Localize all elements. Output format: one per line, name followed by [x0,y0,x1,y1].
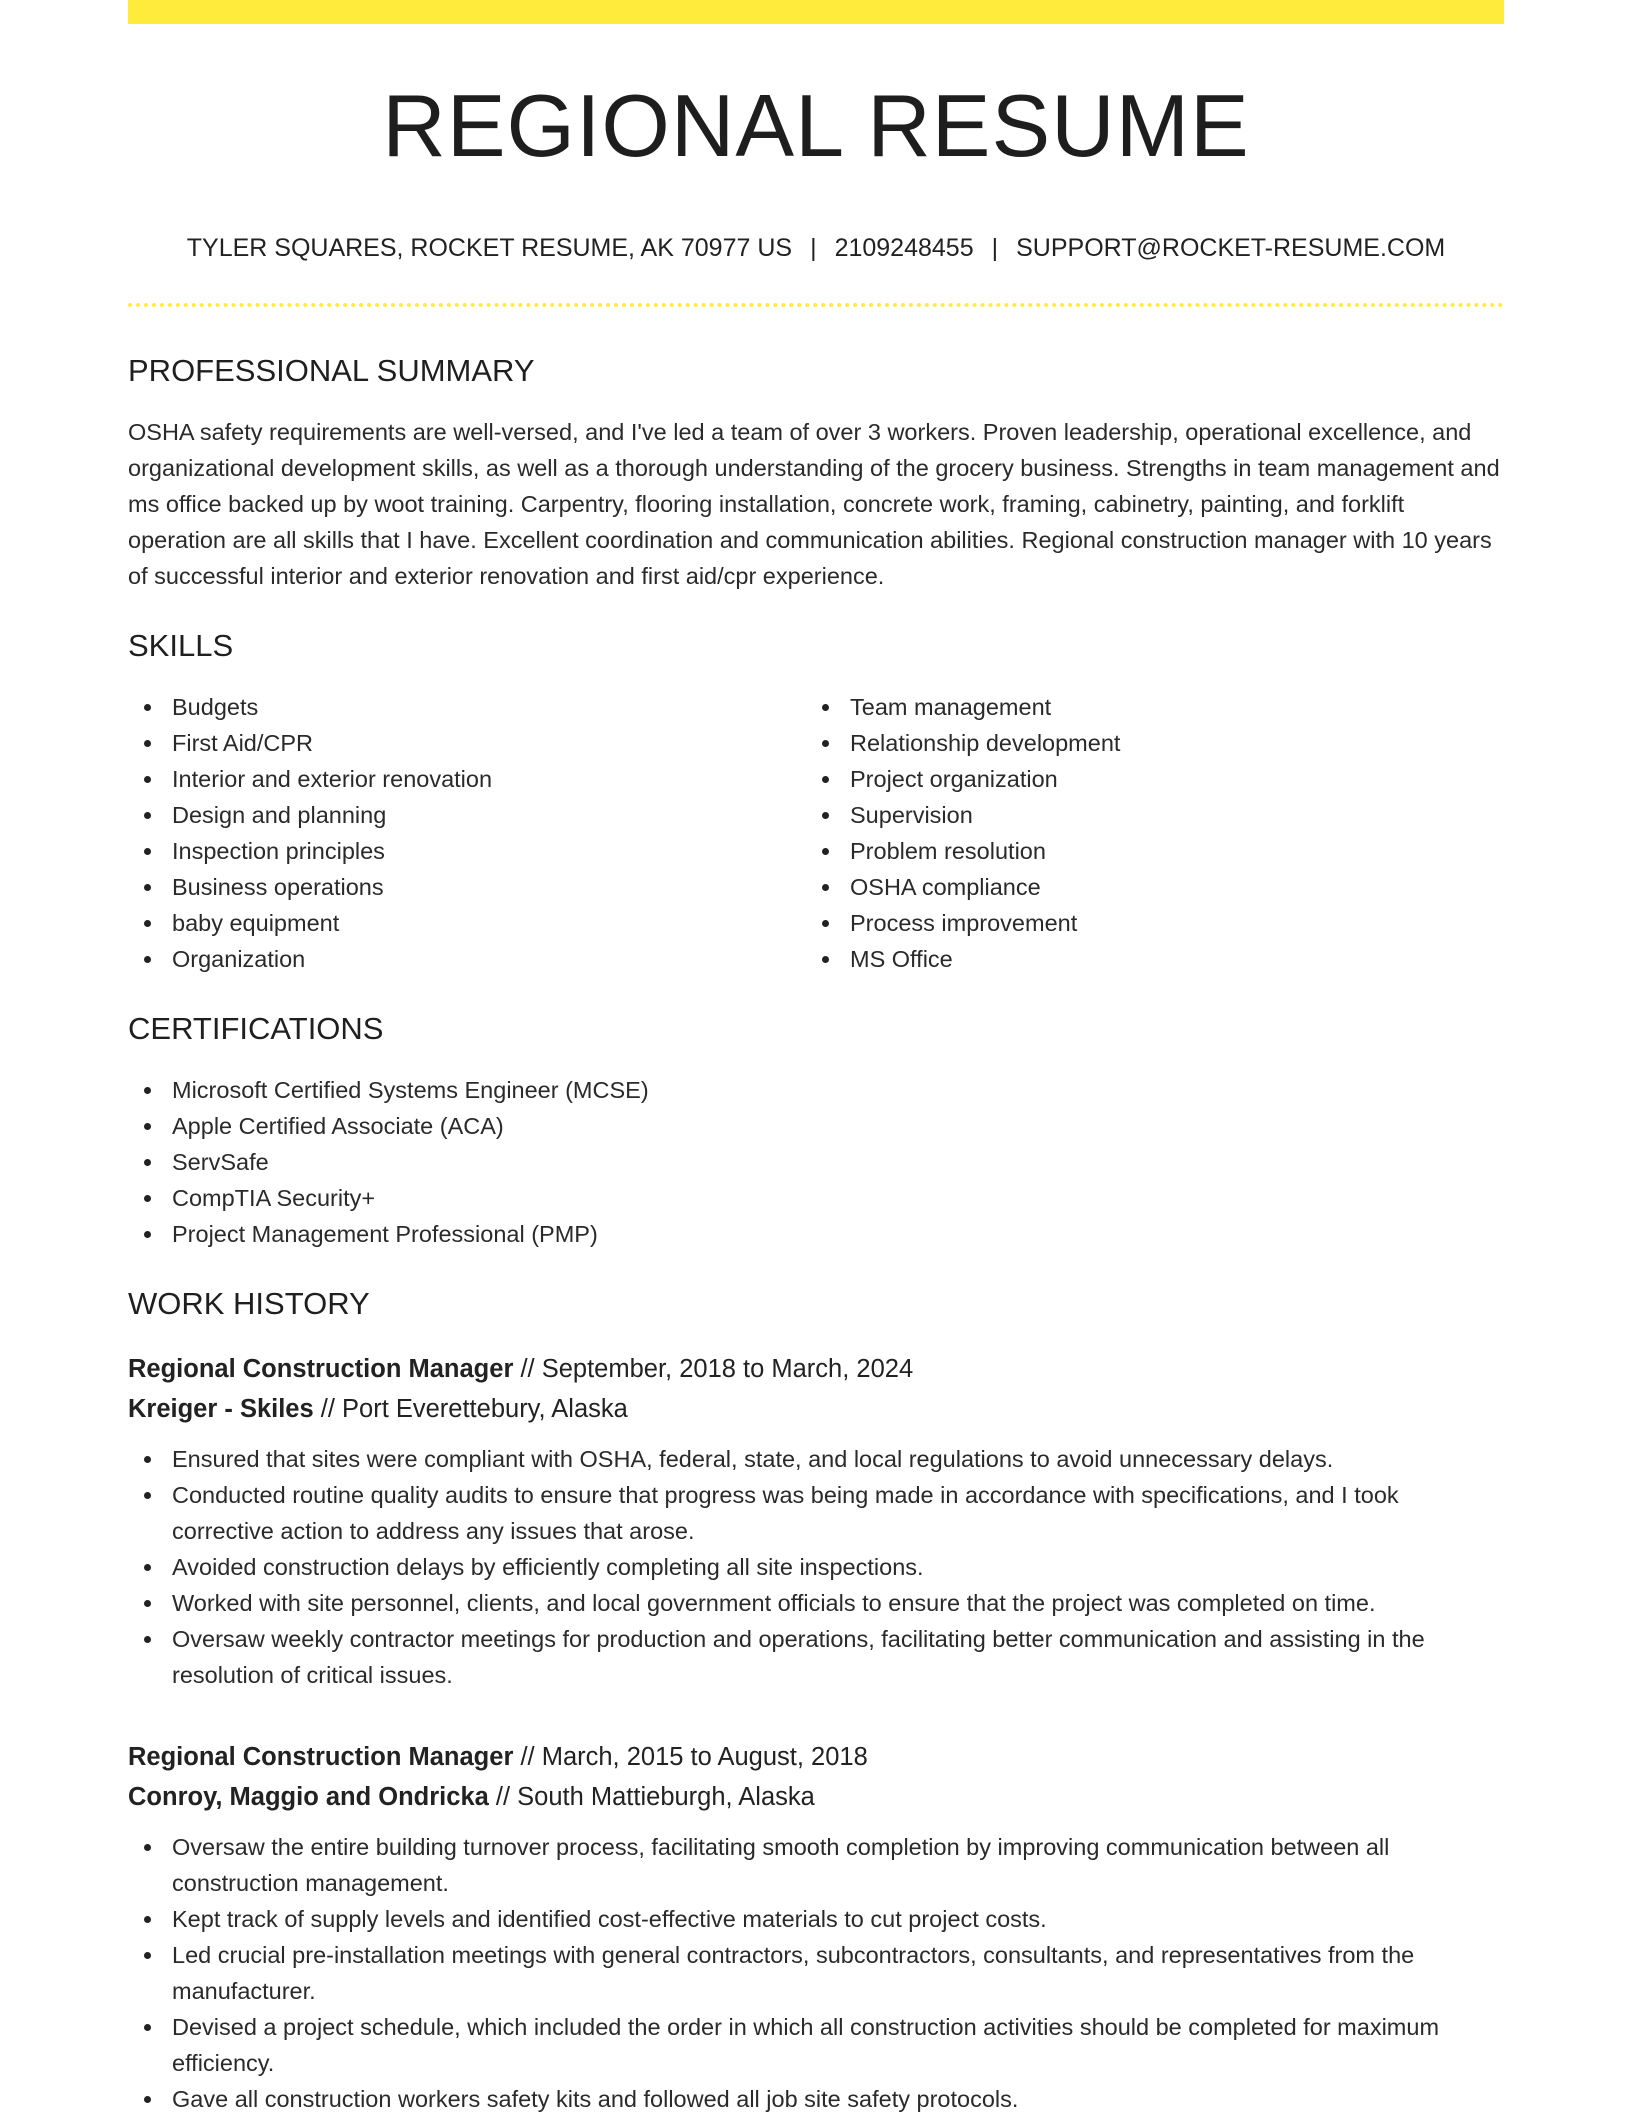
job-bullet: Led crucial pre-installation meetings with general contractors, subcontractors, consultants, and representatives from the manufacturer. [128,1937,1504,2009]
certification-item: ServSafe [128,1144,1504,1180]
contact-separator: | [810,234,817,262]
contact-email[interactable]: SUPPORT@ROCKET-RESUME.COM [1016,234,1446,262]
certification-item: Apple Certified Associate (ACA) [128,1108,1504,1144]
work-history-heading: WORK HISTORY [128,1286,370,1321]
skill-item: Project organization [806,761,1484,797]
skill-item: MS Office [806,941,1484,977]
job-entry [128,1737,1504,2112]
job-entry [128,1349,1504,1693]
skill-item: Interior and exterior renovation [128,761,806,797]
job-location: // South Mattieburgh, Alaska [488,1783,815,1811]
certification-item: Microsoft Certified Systems Engineer (MCSE) [128,1072,1504,1108]
skill-item: Team management [806,689,1484,725]
skill-item: Budgets [128,689,806,725]
contact-separator: | [991,234,999,262]
skill-item: Problem resolution [806,833,1484,869]
skill-item: Design and planning [128,797,806,833]
job-company-line [128,1389,1504,1429]
contact-phone[interactable]: 2109248455 [834,234,974,262]
job-title-line [128,1737,1504,1777]
skill-item: Organization [128,941,806,977]
job-bullets [128,1829,1504,2112]
summary-text: OSHA safety requirements are well-versed, and I've led a team of over 3 workers. Proven leadership, operational excellence, and organizational development skills, as well as a thorough understanding of the grocery business. Strengths in team management and ms office backed up by woot training. Carpentry, flooring installation, concrete work, framing, cabinetry, painting, and forklift operation are all skills that I have. Excellent coordination and communication abilities. Regional construction manager with 10 years of successful interior and exterior renovation and first aid/cpr experience. [128,419,1500,589]
job-bullet: Kept track of supply levels and identified cost-effective materials to cut project costs. [128,1901,1504,1937]
job-company: Conroy, Maggio and Ondricka [128,1783,489,1811]
dotted-divider [128,303,1504,307]
job-bullet: Devised a project schedule, which included the order in which all construction activities should be completed for maximum efficiency. [128,2009,1504,2081]
skill-item: Supervision [806,797,1484,833]
job-bullet: Ensured that sites were compliant with OSHA, federal, state, and local regulations to avoid unnecessary delays. [128,1441,1504,1477]
job-company-line [128,1777,1504,1817]
skill-item: OSHA compliance [806,869,1484,905]
summary-heading: PROFESSIONAL SUMMARY [128,353,535,388]
resume-page [128,0,1504,2112]
skill-item: Relationship development [806,725,1484,761]
resume-title: REGIONAL RESUME [382,76,1250,175]
job-bullet: Oversaw the entire building turnover process, facilitating smooth completion by improving communication between all construction management. [128,1829,1504,1901]
job-dates: // September, 2018 to March, 2024 [513,1355,914,1383]
certification-item: CompTIA Security+ [128,1180,1504,1216]
skill-item: Inspection principles [128,833,806,869]
skill-item: baby equipment [128,905,806,941]
job-bullet: Conducted routine quality audits to ensure that progress was being made in accordance with specifications, and I took corrective action to address any issues that arose. [128,1477,1504,1549]
certification-item: Project Management Professional (PMP) [128,1216,1504,1252]
skill-item: First Aid/CPR [128,725,806,761]
skills-left-column [128,689,806,977]
contact-address: TYLER SQUARES, ROCKET RESUME, AK 70977 US [186,234,793,262]
job-company: Kreiger - Skiles [128,1395,314,1423]
job-bullet: Avoided construction delays by efficiently completing all site inspections. [128,1549,1504,1585]
accent-top-bar [128,0,1504,24]
certifications-list [128,1072,1504,1252]
skill-item: Business operations [128,869,806,905]
job-title-line [128,1349,1504,1389]
job-bullets [128,1441,1504,1693]
skills-grid [128,689,1504,977]
job-location: // Port Everettebury, Alaska [313,1395,628,1423]
skills-heading: SKILLS [128,628,234,663]
job-title: Regional Construction Manager [128,1743,514,1771]
job-dates: // March, 2015 to August, 2018 [513,1743,868,1771]
skills-right-column [806,689,1484,977]
contact-line [128,236,1504,261]
job-title: Regional Construction Manager [128,1355,514,1383]
job-bullet: Gave all construction workers safety kits and followed all job site safety protocols. [128,2081,1504,2112]
certifications-heading: CERTIFICATIONS [128,1011,384,1046]
skill-item: Process improvement [806,905,1484,941]
job-bullet: Oversaw weekly contractor meetings for production and operations, facilitating better communication and assisting in the resolution of critical issues. [128,1621,1504,1693]
job-bullet: Worked with site personnel, clients, and local government officials to ensure that the project was completed on time. [128,1585,1504,1621]
